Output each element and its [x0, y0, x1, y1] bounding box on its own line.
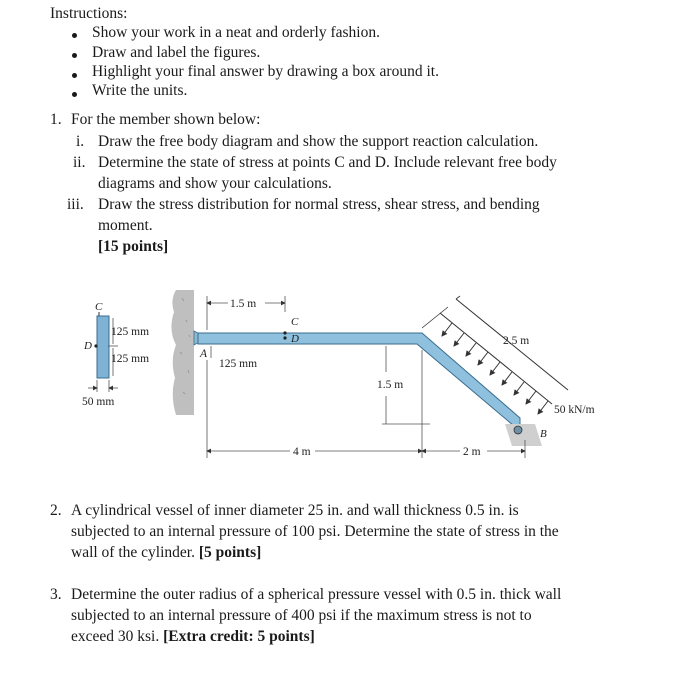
load-label: 50 kN/m — [554, 404, 595, 416]
part-ii-text: diagrams and show your calculations. — [98, 175, 332, 192]
bullet-icon — [72, 73, 77, 78]
section-dim-top: 125 mm — [111, 326, 150, 338]
point-d-icon — [94, 344, 97, 347]
instruction-item: Highlight your final answer by drawing a box around it. — [92, 63, 439, 80]
bullet-icon — [72, 53, 77, 58]
instruction-item: Show your work in a neat and orderly fashion. — [92, 24, 380, 41]
bullet-icon — [72, 92, 77, 97]
dim-125: 125 mm — [219, 358, 258, 370]
label-d: D — [291, 333, 299, 345]
problem-3-line: Determine the outer radius of a spherical pressure vessel with 0.5 in. thick wall — [71, 586, 562, 603]
problem-3-line: subjected to an internal pressure of 400 psi if the maximum stress is not to — [71, 607, 532, 624]
dim-vertical: 1.5 m — [377, 379, 404, 391]
fixed-wall — [171, 290, 194, 415]
instructions-heading: Instructions: — [50, 5, 128, 22]
problem-3-points: [Extra credit: 5 points] — [163, 628, 315, 645]
part-iii-text: Draw the stress distribution for normal stress, shear stress, and bending — [98, 196, 540, 213]
dim-4: 4 m — [293, 446, 311, 458]
dim-1-5-top: 1.5 m — [230, 298, 257, 310]
problem-1-number: 1. — [50, 111, 62, 128]
beam-figure — [0, 280, 678, 470]
section-label-c: C — [95, 301, 103, 313]
problem-2-line: A cylindrical vessel of inner diameter 25 in. and wall thickness 0.5 in. is — [71, 502, 519, 519]
problem-2-number: 2. — [50, 502, 62, 519]
cross-section — [82, 301, 149, 408]
instruction-item: Write the units. — [92, 82, 188, 99]
section-dim-width: 50 mm — [82, 396, 115, 408]
part-iii-text: moment. — [98, 217, 153, 234]
dim-2: 2 m — [463, 446, 481, 458]
label-c: C — [291, 316, 299, 328]
label-a: A — [200, 348, 208, 360]
problem-2-line: subjected to an internal pressure of 100 psi. Determine the state of stress in the — [71, 523, 559, 540]
dim-slope: 2.5 m — [503, 335, 530, 347]
section-label-d: D — [84, 340, 92, 352]
part-i-number: i. — [76, 133, 85, 150]
roller-support-b — [505, 424, 547, 446]
instruction-item: Draw and label the figures. — [92, 44, 261, 61]
problem-3-number: 3. — [50, 586, 62, 603]
part-iii-number: iii. — [67, 196, 84, 213]
problem-2-points: [5 points] — [198, 544, 262, 561]
part-ii-number: ii. — [73, 154, 86, 171]
bullet-icon — [72, 33, 77, 38]
section-dim-bottom: 125 mm — [111, 353, 150, 365]
part-ii-text: Determine the state of stress at points C and D. Include relevant free body — [98, 154, 557, 171]
problem-2-line: wall of the cylinder. — [71, 544, 195, 561]
point-d-icon — [283, 336, 286, 339]
beam-member — [198, 333, 520, 426]
problem-1-text: For the member shown below: — [71, 111, 261, 128]
part-i-text: Draw the free body diagram and show the support reaction calculation. — [98, 133, 539, 150]
problem-3-line: exceed 30 ksi. — [71, 628, 160, 645]
label-b: B — [540, 428, 547, 440]
problem-1-points: [15 points] — [98, 238, 169, 255]
